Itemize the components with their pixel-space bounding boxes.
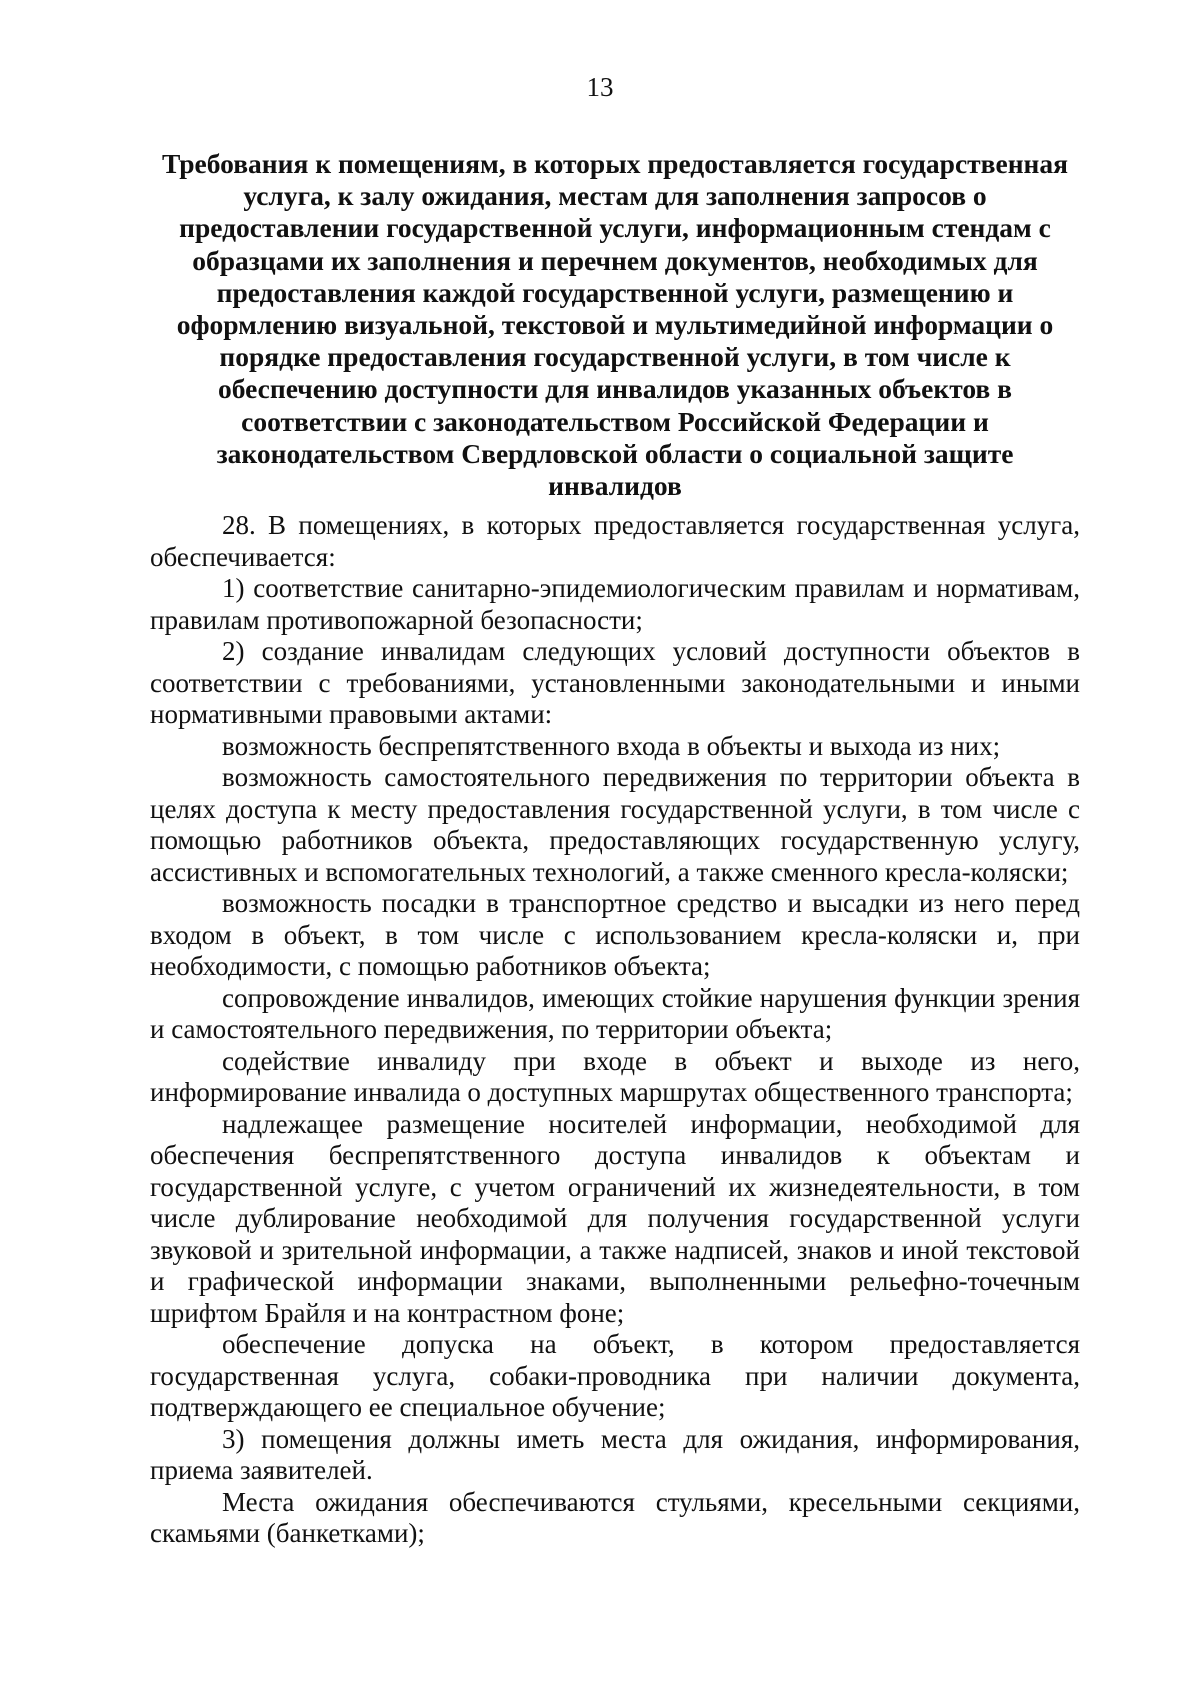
paragraph: возможность посадки в транспортное средство и высадки из него перед входом в объект, в том числе с использованием кресла-коляски и, при необходимости, с помощью работников объекта; [150, 888, 1080, 981]
section-heading: Требования к помещениям, в которых предоставляется государственная услуга, к залу ожидания, местам для заполнения запросов о предоставлении государственной услуги, информационным стендам с образцами их заполнения и перечнем документов, необходимых для предоставления каждой государственной услуги, размещению и оформлению визуальной, текстовой и мультимедийной информации о порядке предоставления государственной услуги, в том числе к обеспечению доступности для инвалидов указанных объектов в соответствии с законодательством Российской Федерации и законодательством Свердловской области о социальной защите инвалидов [161, 148, 1069, 502]
paragraph: Места ожидания обеспечиваются стульями, кресельными секциями, скамьями (банкетками); [150, 1486, 1080, 1548]
paragraph: 28. В помещениях, в которых предоставляется государственная услуга, обеспечивается: [150, 510, 1080, 572]
paragraph: возможность беспрепятственного входа в объекты и выхода из них; [222, 730, 1001, 761]
paragraph: 1) соответствие санитарно-эпидемиологическим правилам и нормативам, правилам противопожарной безопасности; [150, 573, 1080, 635]
page-number: 13 [586, 72, 614, 102]
paragraph: возможность самостоятельного передвижения по территории объекта в целях доступа к месту предоставления государственной услуги, в том числе с помощью работников объекта, предоставляющих государственную услугу, ассистивных и вспомогательных технологий, а также сменного кресла-коляски; [150, 762, 1080, 887]
paragraph: сопровождение инвалидов, имеющих стойкие нарушения функции зрения и самостоятельного передвижения, по территории объекта; [150, 982, 1080, 1044]
paragraph: 2) создание инвалидам следующих условий доступности объектов в соответствии с требованиями, установленными законодательными и иными нормативными правовыми актами: [150, 636, 1080, 729]
paragraph: обеспечение допуска на объект, в котором предоставляется государственная услуга, собаки-проводника при наличии документа, подтверждающего ее специальное обучение; [150, 1329, 1080, 1422]
document-body [150, 510, 1080, 1550]
paragraph: надлежащее размещение носителей информации, необходимой для обеспечения беспрепятственного доступа инвалидов к объектам и государственной услуге, с учетом ограничений их жизнедеятельности, в том числе дублирование необходимой для получения государственной услуги звуковой и зрительной информации, а также надписей, знаков и иной текстовой и графической информации знаками, выполненными рельефно-точечным шрифтом Брайля и на контрастном фоне; [150, 1108, 1080, 1328]
paragraph: 3) помещения должны иметь места для ожидания, информирования, приема заявителей. [150, 1423, 1080, 1485]
paragraph: содействие инвалиду при входе в объект и выходе из него, информирование инвалида о доступных маршрутах общественного транспорта; [150, 1045, 1080, 1107]
